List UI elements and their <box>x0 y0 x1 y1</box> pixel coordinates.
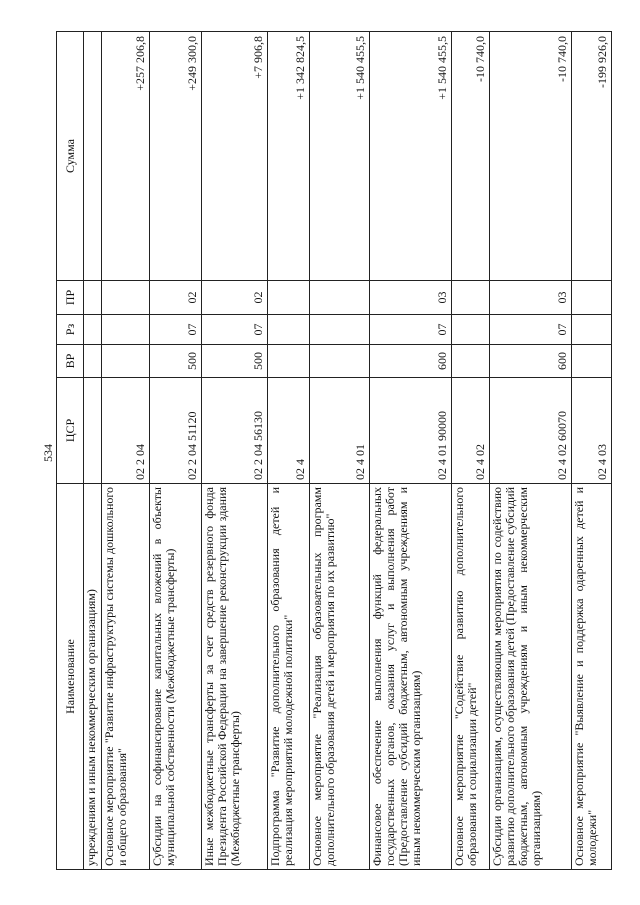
row-rz: 07 <box>202 315 268 345</box>
row-sum: -199 926,0 <box>572 32 612 281</box>
table-row <box>370 32 452 870</box>
header-rz: Рз <box>57 315 84 345</box>
row-rz <box>102 315 150 345</box>
row-sum: +1 540 455,5 <box>370 32 452 281</box>
row-csr: 02 4 02 60070 <box>490 378 572 484</box>
table-row <box>84 32 102 870</box>
table-row <box>452 32 490 870</box>
row-sum: +1 342 824,5 <box>268 32 310 281</box>
row-vr: 600 <box>370 345 452 378</box>
row-sum <box>84 32 102 281</box>
row-pr: 02 <box>202 281 268 315</box>
row-csr: 02 4 02 <box>452 378 490 484</box>
row-name: Финансовое обеспечение выполнения функций федеральных государственных органов, оказания услуг и выполнения работ (Предоставление субсидий бюджетным, автономным учреждениям и иным некоммерческим организациям) <box>370 484 452 870</box>
row-vr <box>102 345 150 378</box>
header-csr: ЦСР <box>57 378 84 484</box>
row-rz: 07 <box>370 315 452 345</box>
row-pr: 03 <box>370 281 452 315</box>
row-vr <box>452 345 490 378</box>
budget-table <box>56 31 612 870</box>
row-vr <box>268 345 310 378</box>
row-pr <box>84 281 102 315</box>
row-sum: +7 906,8 <box>202 32 268 281</box>
row-csr: 02 4 01 <box>310 378 370 484</box>
row-name: Субсидии организациям, осуществляющим мероприятия по содействию развитию дополнительного образования детей (Предоставление субсидий бюджетным, автономным учреждениям и иным некоммерческим организациям) <box>490 484 572 870</box>
row-vr: 500 <box>150 345 202 378</box>
table-row <box>202 32 268 870</box>
row-csr <box>84 378 102 484</box>
row-rz <box>310 315 370 345</box>
table-row <box>572 32 612 870</box>
row-csr: 02 2 04 51120 <box>150 378 202 484</box>
row-vr: 600 <box>490 345 572 378</box>
row-rz <box>268 315 310 345</box>
row-csr: 02 4 <box>268 378 310 484</box>
row-name: учреждениям и иным некоммерческим организациям) <box>84 484 102 870</box>
budget-table-container <box>56 32 609 870</box>
header-sum: Сумма <box>57 32 84 281</box>
header-pr: ПР <box>57 281 84 315</box>
row-rz <box>452 315 490 345</box>
row-rz: 07 <box>150 315 202 345</box>
table-row <box>268 32 310 870</box>
row-csr: 02 4 03 <box>572 378 612 484</box>
row-sum: +1 540 455,5 <box>310 32 370 281</box>
row-csr: 02 2 04 <box>102 378 150 484</box>
row-name: Подпрограмма "Развитие дополнительного образования детей и реализация мероприятий молодежной политики" <box>268 484 310 870</box>
row-pr <box>452 281 490 315</box>
row-name: Основное мероприятие "Выявление и поддержка одаренных детей и молодежи" <box>572 484 612 870</box>
row-rz <box>572 315 612 345</box>
table-row <box>490 32 572 870</box>
row-sum: +257 206,8 <box>102 32 150 281</box>
row-vr: 500 <box>202 345 268 378</box>
row-name: Основное мероприятие "Развитие инфраструктуры системы дошкольного и общего образования" <box>102 484 150 870</box>
row-pr <box>310 281 370 315</box>
table-row <box>150 32 202 870</box>
row-pr <box>268 281 310 315</box>
row-name: Субсидии на софинансирование капитальных вложений в объекты муниципальной собственности (Межбюджетные трансферты) <box>150 484 202 870</box>
row-sum: -10 740,0 <box>452 32 490 281</box>
row-pr: 02 <box>150 281 202 315</box>
row-pr: 03 <box>490 281 572 315</box>
table-row <box>102 32 150 870</box>
row-vr <box>572 345 612 378</box>
header-vr: ВР <box>57 345 84 378</box>
row-name: Основное мероприятие "Реализация образовательных программ дополнительного образования детей и мероприятия по их развитию" <box>310 484 370 870</box>
row-rz <box>84 315 102 345</box>
row-vr <box>310 345 370 378</box>
row-name: Основное мероприятие "Содействие развитию дополнительного образования и социализации детей" <box>452 484 490 870</box>
table-header-row <box>57 32 84 870</box>
row-pr <box>572 281 612 315</box>
row-pr <box>102 281 150 315</box>
table-row <box>310 32 370 870</box>
row-sum: +249 300,0 <box>150 32 202 281</box>
row-rz: 07 <box>490 315 572 345</box>
row-name: Иные межбюджетные трансферты за счет средств резервного фонда Президента Российской Федерации на завершение реконструкции здания (Межбюджетные трансферты) <box>202 484 268 870</box>
row-csr: 02 4 01 90000 <box>370 378 452 484</box>
row-csr: 02 2 04 56130 <box>202 378 268 484</box>
header-name: Наименование <box>57 484 84 870</box>
page-number: 534 <box>41 444 55 462</box>
row-sum: -10 740,0 <box>490 32 572 281</box>
row-vr <box>84 345 102 378</box>
